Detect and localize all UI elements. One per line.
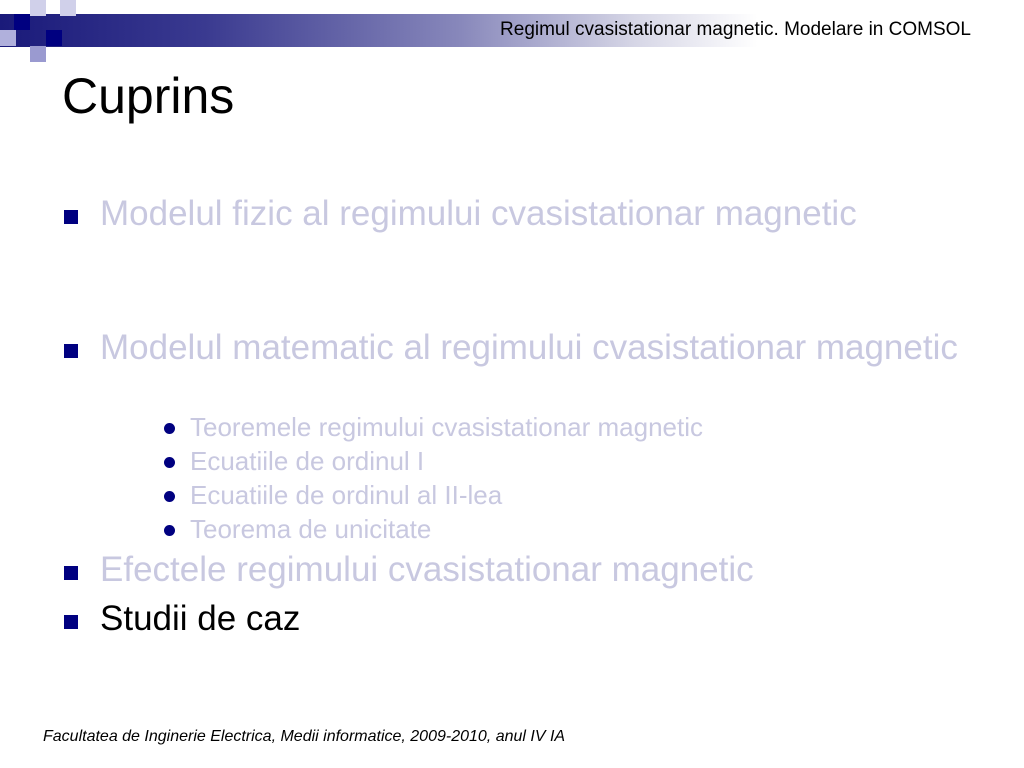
bullet-dot-icon <box>164 491 175 502</box>
sub-list-item: Ecuatiile de ordinul al II-lea <box>190 480 503 510</box>
header-title: Regimul cvasistationar magnetic. Modelare in COMSOL <box>500 19 971 40</box>
list-item: Modelul matematic al regimului cvasistationar magnetic <box>100 328 958 367</box>
bullet-square-icon <box>64 566 78 580</box>
list-item: Modelul fizic al regimului cvasistationar magnetic <box>100 194 857 233</box>
logo-square-5 <box>46 30 62 46</box>
list-item: Efectele regimului cvasistationar magnetic <box>100 550 754 589</box>
list-item-active: Studii de caz <box>100 599 301 638</box>
bullet-dot-icon <box>164 457 175 468</box>
footer-text: Facultatea de Inginerie Electrica, Medii informatice, 2009-2010, anul IV IA <box>43 728 566 745</box>
sub-list-item: Ecuatiile de ordinul I <box>190 446 425 476</box>
slide-title: Cuprins <box>62 68 235 124</box>
bullet-square-icon <box>64 615 78 629</box>
bullet-square-icon <box>64 210 78 224</box>
logo-square-2 <box>30 0 46 16</box>
logo-square-4 <box>0 30 16 46</box>
bullet-dot-icon <box>164 525 175 536</box>
bullet-square-icon <box>64 344 78 358</box>
logo-square-1 <box>14 14 30 30</box>
sub-list-item: Teoremele regimului cvasistationar magnetic <box>190 412 704 442</box>
bullet-dot-icon <box>164 423 175 434</box>
sub-list-item: Teorema de unicitate <box>190 514 432 544</box>
logo-square-6 <box>30 46 46 62</box>
logo-square-3 <box>60 0 76 16</box>
